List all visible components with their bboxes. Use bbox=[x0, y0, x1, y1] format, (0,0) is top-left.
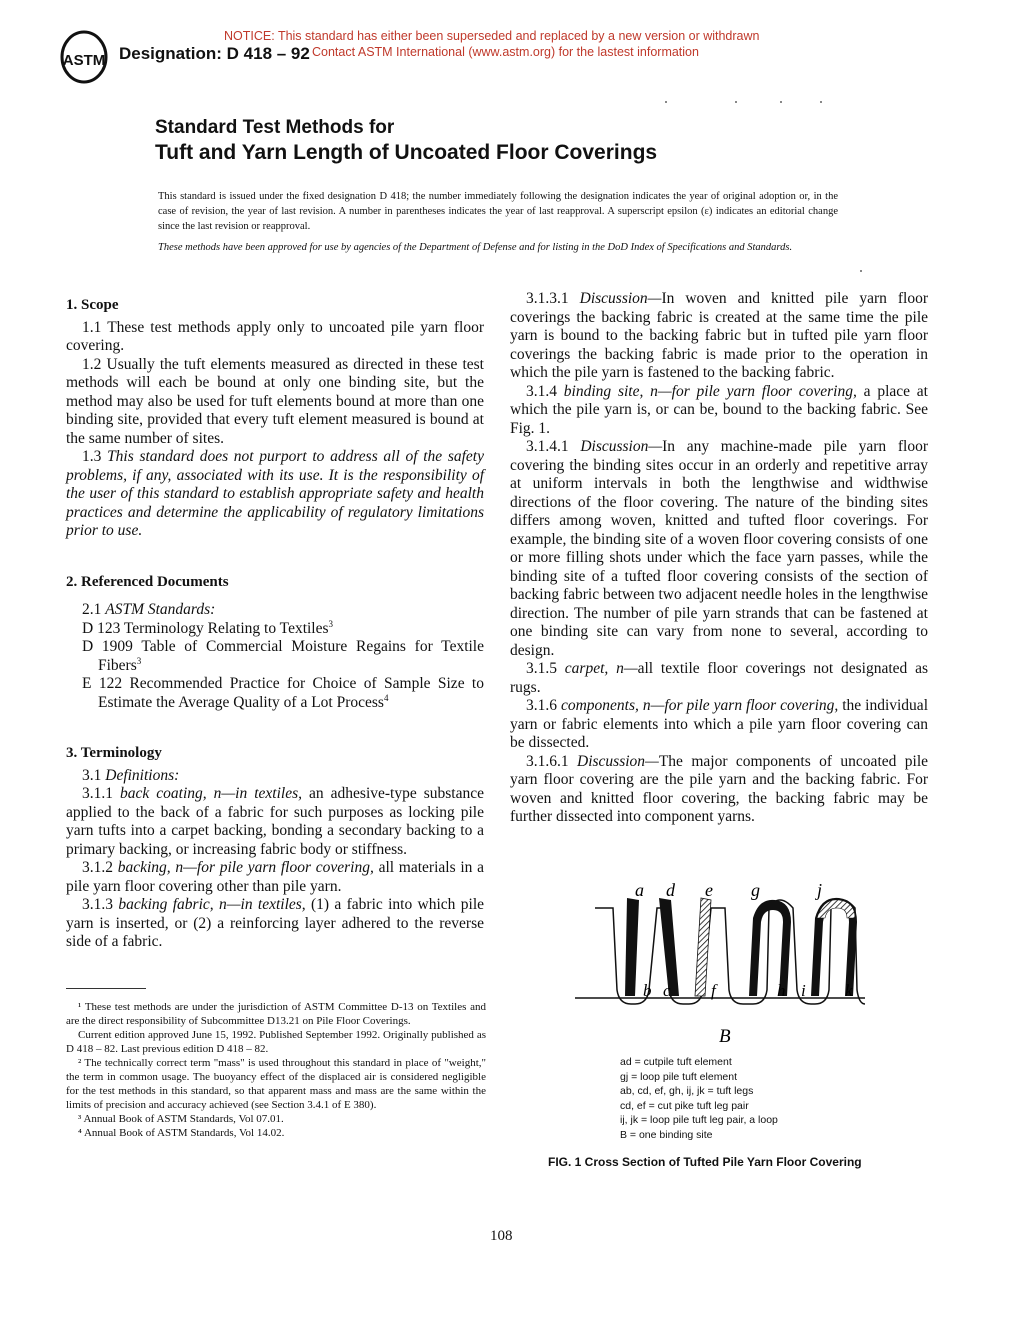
legend-item: gj = loop pile tuft element bbox=[620, 1070, 738, 1083]
para-2-1: 2.1 ASTM Standards: bbox=[82, 601, 216, 618]
para-3-1-6: 3.1.6 components, n—for pile yarn floor covering, the individual yarn or fabric elements into which a pile yarn floor covering can be dissected. bbox=[510, 697, 928, 751]
footnote-rule bbox=[66, 988, 146, 989]
legend-item: ij, jk = loop pile tuft leg pair, a loop bbox=[620, 1114, 778, 1126]
para-3-1-2: 3.1.2 backing, n—for pile yarn floor covering, all materials in a pile yarn floor covering other than pile yarn. bbox=[66, 859, 484, 895]
para-3-1-6-1: 3.1.6.1 Discussion—The major components of uncoated pile yarn floor covering are the pile yarn and the backing fabric. For woven and knitted floor covering, the backing fabric may be further dissected into component yarns. bbox=[510, 752, 928, 825]
title-line-1: Standard Test Methods for bbox=[155, 117, 395, 138]
ref-e122: E 122 Recommended Practice for Choice of Sample Size to Estimate the Average Quality of a Lot Process$^4$ bbox=[82, 675, 484, 711]
label-g: g bbox=[751, 880, 760, 900]
para-3-1-4: 3.1.4 binding site, n—for pile yarn floor covering, a place at which the pile yarn is, or can be, bound to the backing fabric. See Fig. 1. bbox=[510, 382, 928, 437]
notice-line-1: NOTICE: This standard has either been superseded and replaced by a new version or withdrawn bbox=[224, 29, 760, 43]
footnote-1: ¹ These test methods are under the jurisdiction of ASTM Committee D-13 on Textiles and are the direct responsibility of Subcommittee D13.21 on Pile Floor Coverings. bbox=[66, 1001, 486, 1027]
label-b: b bbox=[643, 981, 652, 1000]
label-c: c bbox=[663, 981, 671, 1000]
label-h: h bbox=[777, 981, 786, 1000]
footnote-1b: Current edition approved June 15, 1992. Published September 1992. Originally published as D 418 – 82. Last previous edition D 418 – 82. bbox=[66, 1029, 486, 1055]
section-1-heading: 1. Scope bbox=[66, 297, 119, 313]
right-column bbox=[510, 290, 928, 827]
label-e: e bbox=[705, 880, 713, 900]
para-1-1: 1.1 These test methods apply only to uncoated pile yarn floor covering. bbox=[66, 318, 484, 354]
logo-text: ASTM bbox=[62, 52, 106, 69]
legend-item: B = one binding site bbox=[620, 1128, 713, 1141]
figure-legend bbox=[620, 1055, 778, 1142]
section-3-heading: 3. Terminology bbox=[66, 745, 162, 761]
label-f: f bbox=[711, 981, 716, 1000]
label-i: i bbox=[801, 981, 806, 1000]
notice-line-2: Contact ASTM International (www.astm.org) for the lastest information bbox=[312, 45, 699, 59]
page-number: 108 bbox=[490, 1228, 513, 1244]
standard-note: This standard is issued under the fixed designation D 418; the number immediately following the designation indicates the year of original adoption or, in the case of revision, the year of last revision. A number in parentheses indicates the year of last reapproval. A superscript epsilon (ε) indicates an editorial change since the last revision or reapproval. bbox=[158, 191, 838, 232]
footnote-4: ⁴ Annual Book of ASTM Standards, Vol 14.02. bbox=[78, 1127, 285, 1139]
ref-d1909: D 1909 Table of Commercial Moisture Regains for Textile Fibers$^3$ bbox=[82, 638, 484, 674]
para-3-1-3: 3.1.3 backing fabric, n—in textiles, (1) a fabric into which pile yarn is inserted, or (2) a reinforcing layer adhered to the reverse side of a fabric. bbox=[66, 896, 485, 950]
figure-caption: FIG. 1 Cross Section of Tufted Pile Yarn Floor Covering bbox=[548, 1155, 862, 1169]
para-1-3: 1.3 This standard does not purport to address all of the safety problems, if any, associated with its use. It is the responsibility of the user of this standard to establish appropriate safety and health practices and determine the applicability of regulatory limitations prior to use. bbox=[66, 448, 484, 539]
para-3-1: 3.1 Definitions: bbox=[82, 766, 180, 784]
title-line-2: Tuft and Yarn Length of Uncoated Floor Coverings bbox=[155, 141, 658, 164]
para-3-1-4-1: 3.1.4.1 Discussion—In any machine-made pile yarn floor covering the binding sites occur in an orderly and repetitive array at uniform intervals in both the lengthwise and widthwise directions of the floor covering. The nature of the binding sites differs among woven, knitted and tufted floor coverings. For example, the binding site of a woven floor covering consists of one or more filling shots under which the face yarn passes, while the binding site of a tufted floor covering consists of the section of backing fabric between two adjacent needle holes in the lengthwise direction. The number of pile yarn strands that can be fastened at one binding site can vary from none to several, according to design. bbox=[510, 438, 928, 659]
label-d: d bbox=[666, 880, 675, 900]
section-2-heading: 2. Referenced Documents bbox=[66, 573, 229, 590]
para-3-1-1: 3.1.1 back coating, n—in textiles, an adhesive-type substance applied to the back of a fabric for such purposes as locking pile yarn tufts into a carpet backing, bonding a secondary backing to a primary backing, or increasing fabric body or stiffness. bbox=[66, 785, 485, 858]
para-3-1-3-1: 3.1.3.1 Discussion—In woven and knitted pile yarn floor coverings the backing fabric is created at the same time the pile yarn is bound to the backing fabric but in tufted pile yarn floor coverings the backing fabric is made prior to the operation in which the pile yarn is fastened to the backing fabric. bbox=[510, 290, 929, 381]
ref-d123: D 123 Terminology Relating to Textiles$^3$ bbox=[82, 618, 334, 637]
para-3-1-5: 3.1.5 carpet, n—all textile floor coverings not designated as rugs. bbox=[510, 660, 928, 696]
footnote-3: ³ Annual Book of ASTM Standards, Vol 07.01. bbox=[78, 1113, 284, 1125]
footnotes bbox=[66, 1000, 486, 1140]
astm-logo bbox=[60, 30, 108, 84]
para-1-2: 1.2 Usually the tuft elements measured as directed in these test methods will each be bound at only one binding site, but the method may also be used for tuft elements bound at more than one binding site, provided that every tuft element measured is bound at the same number of sites. bbox=[66, 355, 484, 447]
legend-item: cd, ef = cut pike tuft leg pair bbox=[620, 1099, 749, 1112]
label-B: B bbox=[719, 1026, 731, 1047]
label-k: k bbox=[845, 981, 853, 1000]
label-j: j bbox=[817, 880, 823, 900]
footnote-2: ² The technically correct term "mass" is used throughout this standard in place of "weight," the term in common usage. The buoyancy effect of the displaced air is considered negligible for the test methods in this standard, so that apparent mass and mass are the same within the limits of precision and accuracy achieved (see Section 3.4.1 of E 380). bbox=[66, 1057, 486, 1111]
label-a: a bbox=[635, 880, 644, 900]
left-column bbox=[66, 296, 484, 952]
tuft-leg-ab bbox=[625, 898, 639, 996]
legend-item: ad = cutpile tuft element bbox=[620, 1056, 732, 1068]
tuft-leg-ef bbox=[695, 898, 711, 996]
legend-item: ab, cd, ef, gh, ij, jk = tuft legs bbox=[620, 1085, 754, 1097]
approval-note: These methods have been approved for use by agencies of the Department of Defense and for listing in the DoD Index of Specifications and Standards. bbox=[158, 242, 793, 253]
designation: Designation: D 418 – 92 bbox=[119, 44, 310, 63]
tuft-cross-section-figure bbox=[565, 878, 875, 1050]
